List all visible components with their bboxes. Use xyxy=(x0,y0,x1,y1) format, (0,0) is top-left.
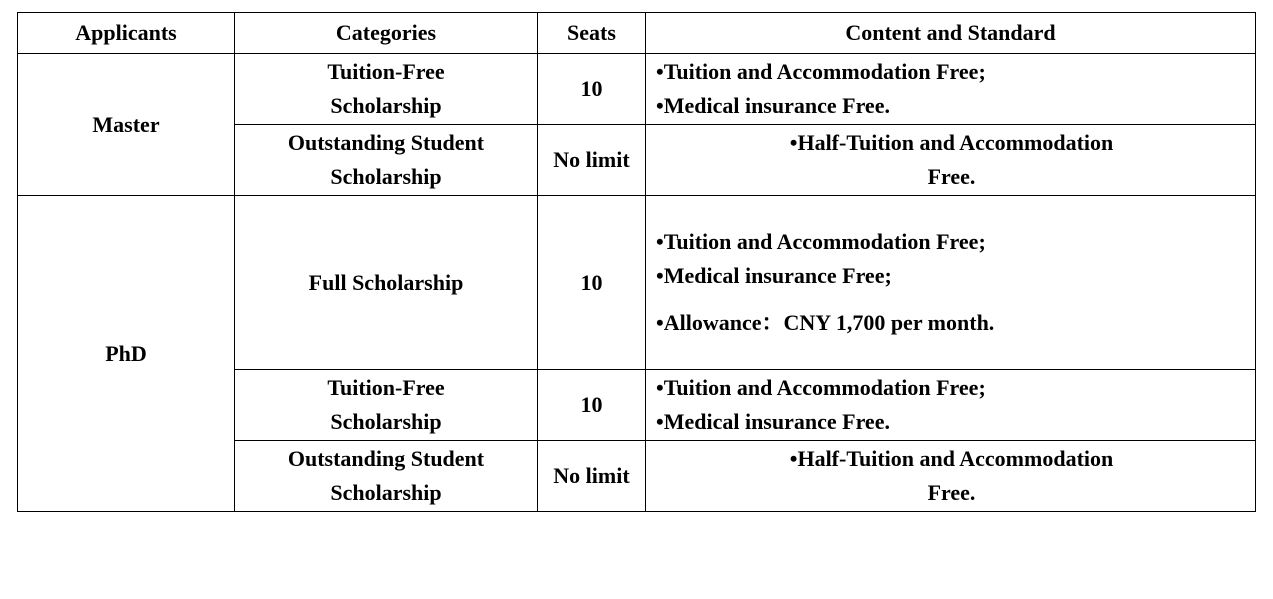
table-row xyxy=(18,196,1256,370)
content-cell xyxy=(646,370,1256,441)
content-cell xyxy=(646,54,1256,125)
header-seats: Seats xyxy=(538,13,646,54)
category-cell xyxy=(235,441,538,512)
content-cell xyxy=(646,441,1256,512)
header-content-standard: Content and Standard xyxy=(646,13,1256,54)
content-line: •Medical insurance Free. xyxy=(656,409,890,434)
applicant-master: Master xyxy=(18,54,235,196)
header-row xyxy=(18,13,1256,54)
seats-cell: 10 xyxy=(538,54,646,125)
category-line: Scholarship xyxy=(330,164,442,189)
content-cell xyxy=(646,196,1256,370)
content-line: •Medical insurance Free. xyxy=(656,93,890,118)
scholarship-table xyxy=(17,12,1256,512)
seats-cell: No limit xyxy=(538,125,646,196)
category-line: Outstanding Student xyxy=(287,130,485,155)
category-line: Full Scholarship xyxy=(308,269,464,295)
table-row xyxy=(18,54,1256,125)
content-cell xyxy=(646,125,1256,196)
seats-cell: 10 xyxy=(538,370,646,441)
content-line: •Allowance：CNY 1,700 per month. xyxy=(656,310,995,335)
category-line: Tuition-Free xyxy=(327,59,445,84)
category-line: Outstanding Student xyxy=(287,446,485,471)
category-line: Scholarship xyxy=(330,93,442,118)
category-line: Tuition-Free xyxy=(327,375,445,400)
applicant-phd: PhD xyxy=(18,196,235,512)
content-line: Free. xyxy=(927,164,976,189)
content-line: •Tuition and Accommodation Free; xyxy=(656,229,986,254)
content-line: •Half-Tuition and Accommodation xyxy=(789,130,1114,155)
seats-cell: 10 xyxy=(538,196,646,370)
content-line: •Tuition and Accommodation Free; xyxy=(656,375,986,400)
content-line: •Tuition and Accommodation Free; xyxy=(656,59,986,84)
content-line: •Half-Tuition and Accommodation xyxy=(789,446,1114,471)
content-line: •Medical insurance Free; xyxy=(656,263,892,288)
content-line: Free. xyxy=(927,480,976,505)
seats-cell: No limit xyxy=(538,441,646,512)
category-line: Scholarship xyxy=(330,480,442,505)
category-cell xyxy=(235,125,538,196)
header-categories: Categories xyxy=(235,13,538,54)
category-cell xyxy=(235,196,538,370)
category-line: Scholarship xyxy=(330,409,442,434)
header-applicants: Applicants xyxy=(18,13,235,54)
category-cell xyxy=(235,370,538,441)
category-cell xyxy=(235,54,538,125)
